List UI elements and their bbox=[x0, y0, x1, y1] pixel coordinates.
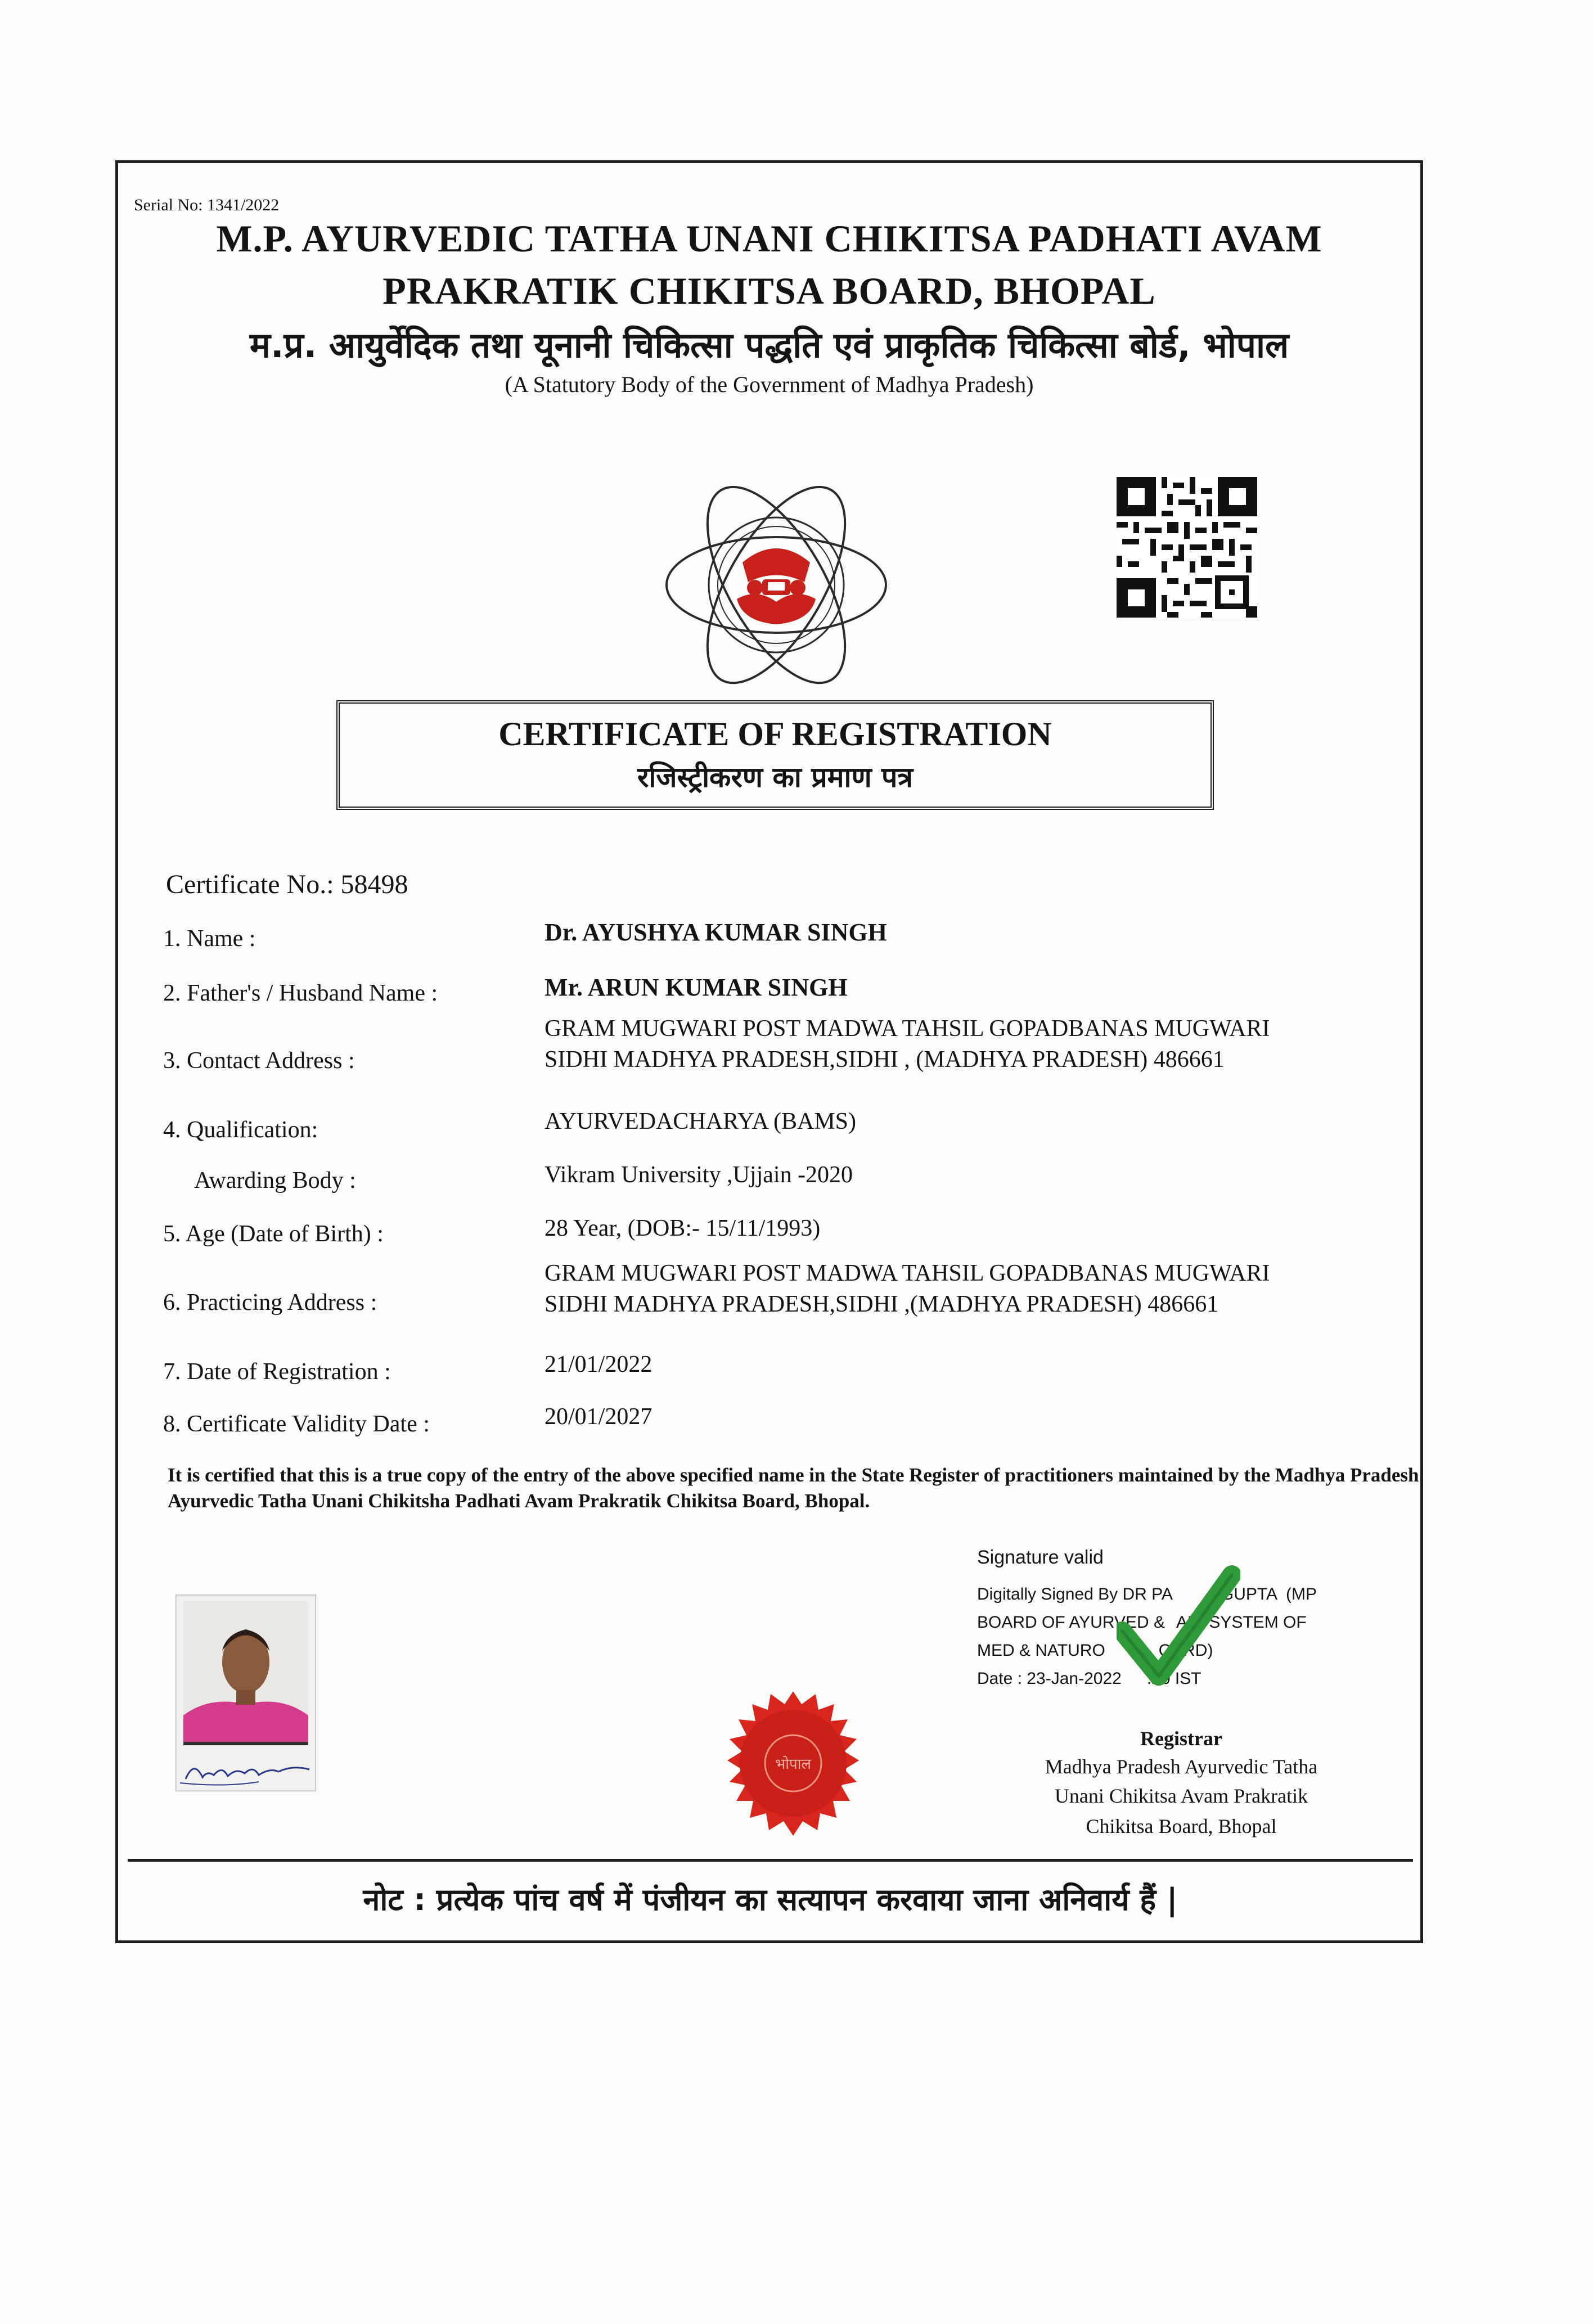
registration-date-label: 7. Date of Registration : bbox=[163, 1359, 391, 1385]
applicant-signature bbox=[174, 1748, 332, 1793]
name-label: 1. Name : bbox=[163, 926, 256, 952]
awarding-body-value: Vikram University ,Ujjain -2020 bbox=[544, 1162, 853, 1188]
signature-valid-check-icon bbox=[1117, 1564, 1240, 1693]
board-emblem-logo bbox=[658, 467, 894, 703]
sig-line3a: MED & NATURO bbox=[977, 1641, 1105, 1660]
board-seal bbox=[706, 1676, 880, 1850]
age-label: 5. Age (Date of Birth) : bbox=[163, 1221, 384, 1247]
certificate-title-en: CERTIFICATE OF REGISTRATION bbox=[498, 715, 1052, 753]
certificate-number: Certificate No.: 58498 bbox=[166, 870, 408, 899]
board-title-line2: PRAKRATIK CHIKITSA BOARD, BHOPAL bbox=[382, 269, 1156, 312]
registrar-line1: Madhya Pradesh Ayurvedic Tatha bbox=[1045, 1755, 1318, 1778]
qualification-label: 4. Qualification: bbox=[163, 1117, 318, 1143]
svg-text:भोपाल: भोपाल bbox=[775, 1756, 812, 1773]
board-title-line1: M.P. AYURVEDIC TATHA UNANI CHIKITSA PADHATI AVAM bbox=[216, 217, 1322, 260]
contact-address-line1: GRAM MUGWARI POST MADWA TAHSIL GOPADBANAS MUGWARI bbox=[544, 1016, 1270, 1042]
name-value: Dr. AYUSHYA KUMAR SINGH bbox=[544, 918, 887, 946]
sig-line3b: OARD) bbox=[1158, 1641, 1213, 1660]
svg-text:Ayushya: Ayushya bbox=[225, 1770, 229, 1771]
contact-address-line2: SIDHI MADHYA PRADESH,SIDHI , (MADHYA PRADESH) 486661 bbox=[544, 1047, 1225, 1073]
awarding-body-label: Awarding Body : bbox=[194, 1168, 356, 1193]
practicing-address-line2: SIDHI MADHYA PRADESH,SIDHI ,(MADHYA PRADESH) 486661 bbox=[544, 1291, 1219, 1317]
certification-statement: It is certified that this is a true copy of the entry of the above specified name in the State Register of practitioners maintained by the Madhya Pradesh Ayurvedic Tatha Unani Chikitsha Padhati Avam Prakratik Chikitsa Board, Bhopal. bbox=[168, 1464, 1419, 1512]
qr-code bbox=[1117, 477, 1257, 618]
serial-number: Serial No: 1341/2022 bbox=[134, 196, 280, 214]
certificate-title-box bbox=[336, 700, 1214, 810]
qualification-value: AYURVEDACHARYA (BAMS) bbox=[544, 1109, 857, 1134]
registrar-title: Registrar bbox=[1140, 1727, 1222, 1750]
signature-valid-text: Signature valid bbox=[977, 1547, 1104, 1568]
registration-date-value: 21/01/2022 bbox=[544, 1352, 652, 1377]
age-value: 28 Year, (DOB:- 15/11/1993) bbox=[544, 1215, 821, 1241]
sig-line1a: Digitally Signed By DR PA bbox=[977, 1585, 1173, 1604]
registrar-line2: Unani Chikitsa Avam Prakratik bbox=[1054, 1785, 1308, 1807]
validity-date-value: 20/01/2027 bbox=[544, 1404, 652, 1430]
sig-line4a: Date : 23-Jan-2022 bbox=[977, 1669, 1122, 1688]
contact-address-label: 3. Contact Address : bbox=[163, 1048, 355, 1074]
certificate-title-hi: रजिस्ट्रीकरण का प्रमाण पत्र bbox=[637, 761, 914, 794]
practicing-address-line1: GRAM MUGWARI POST MADWA TAHSIL GOPADBANAS MUGWARI bbox=[544, 1260, 1270, 1286]
validity-date-label: 8. Certificate Validity Date : bbox=[163, 1411, 430, 1437]
board-title-hindi: म.प्र. आयुर्वेदिक तथा यूनानी चिकित्सा पद्धति एवं प्राकृतिक चिकित्सा बोर्ड, भोपाल bbox=[249, 325, 1289, 366]
father-label: 2. Father's / Husband Name : bbox=[163, 980, 438, 1006]
footer-note: नोट : प्रत्येक पांच वर्ष में पंजीयन का सत्यापन करवाया जाना अनिवार्य हैं | bbox=[128, 1859, 1413, 1926]
registrar-line3: Chikitsa Board, Bhopal bbox=[1086, 1815, 1277, 1837]
sig-line4b: :20 IST bbox=[1146, 1669, 1202, 1688]
practicing-address-label: 6. Practicing Address : bbox=[163, 1290, 377, 1316]
sig-line1b: GUPTA (MP bbox=[1220, 1585, 1317, 1604]
sig-line2b: ANI SYSTEM OF bbox=[1176, 1613, 1307, 1632]
sig-line2a: BOARD OF AYURVED & bbox=[977, 1613, 1165, 1632]
statutory-subtitle: (A Statutory Body of the Government of Madhya Pradesh) bbox=[505, 372, 1034, 397]
father-value: Mr. ARUN KUMAR SINGH bbox=[544, 974, 848, 1001]
